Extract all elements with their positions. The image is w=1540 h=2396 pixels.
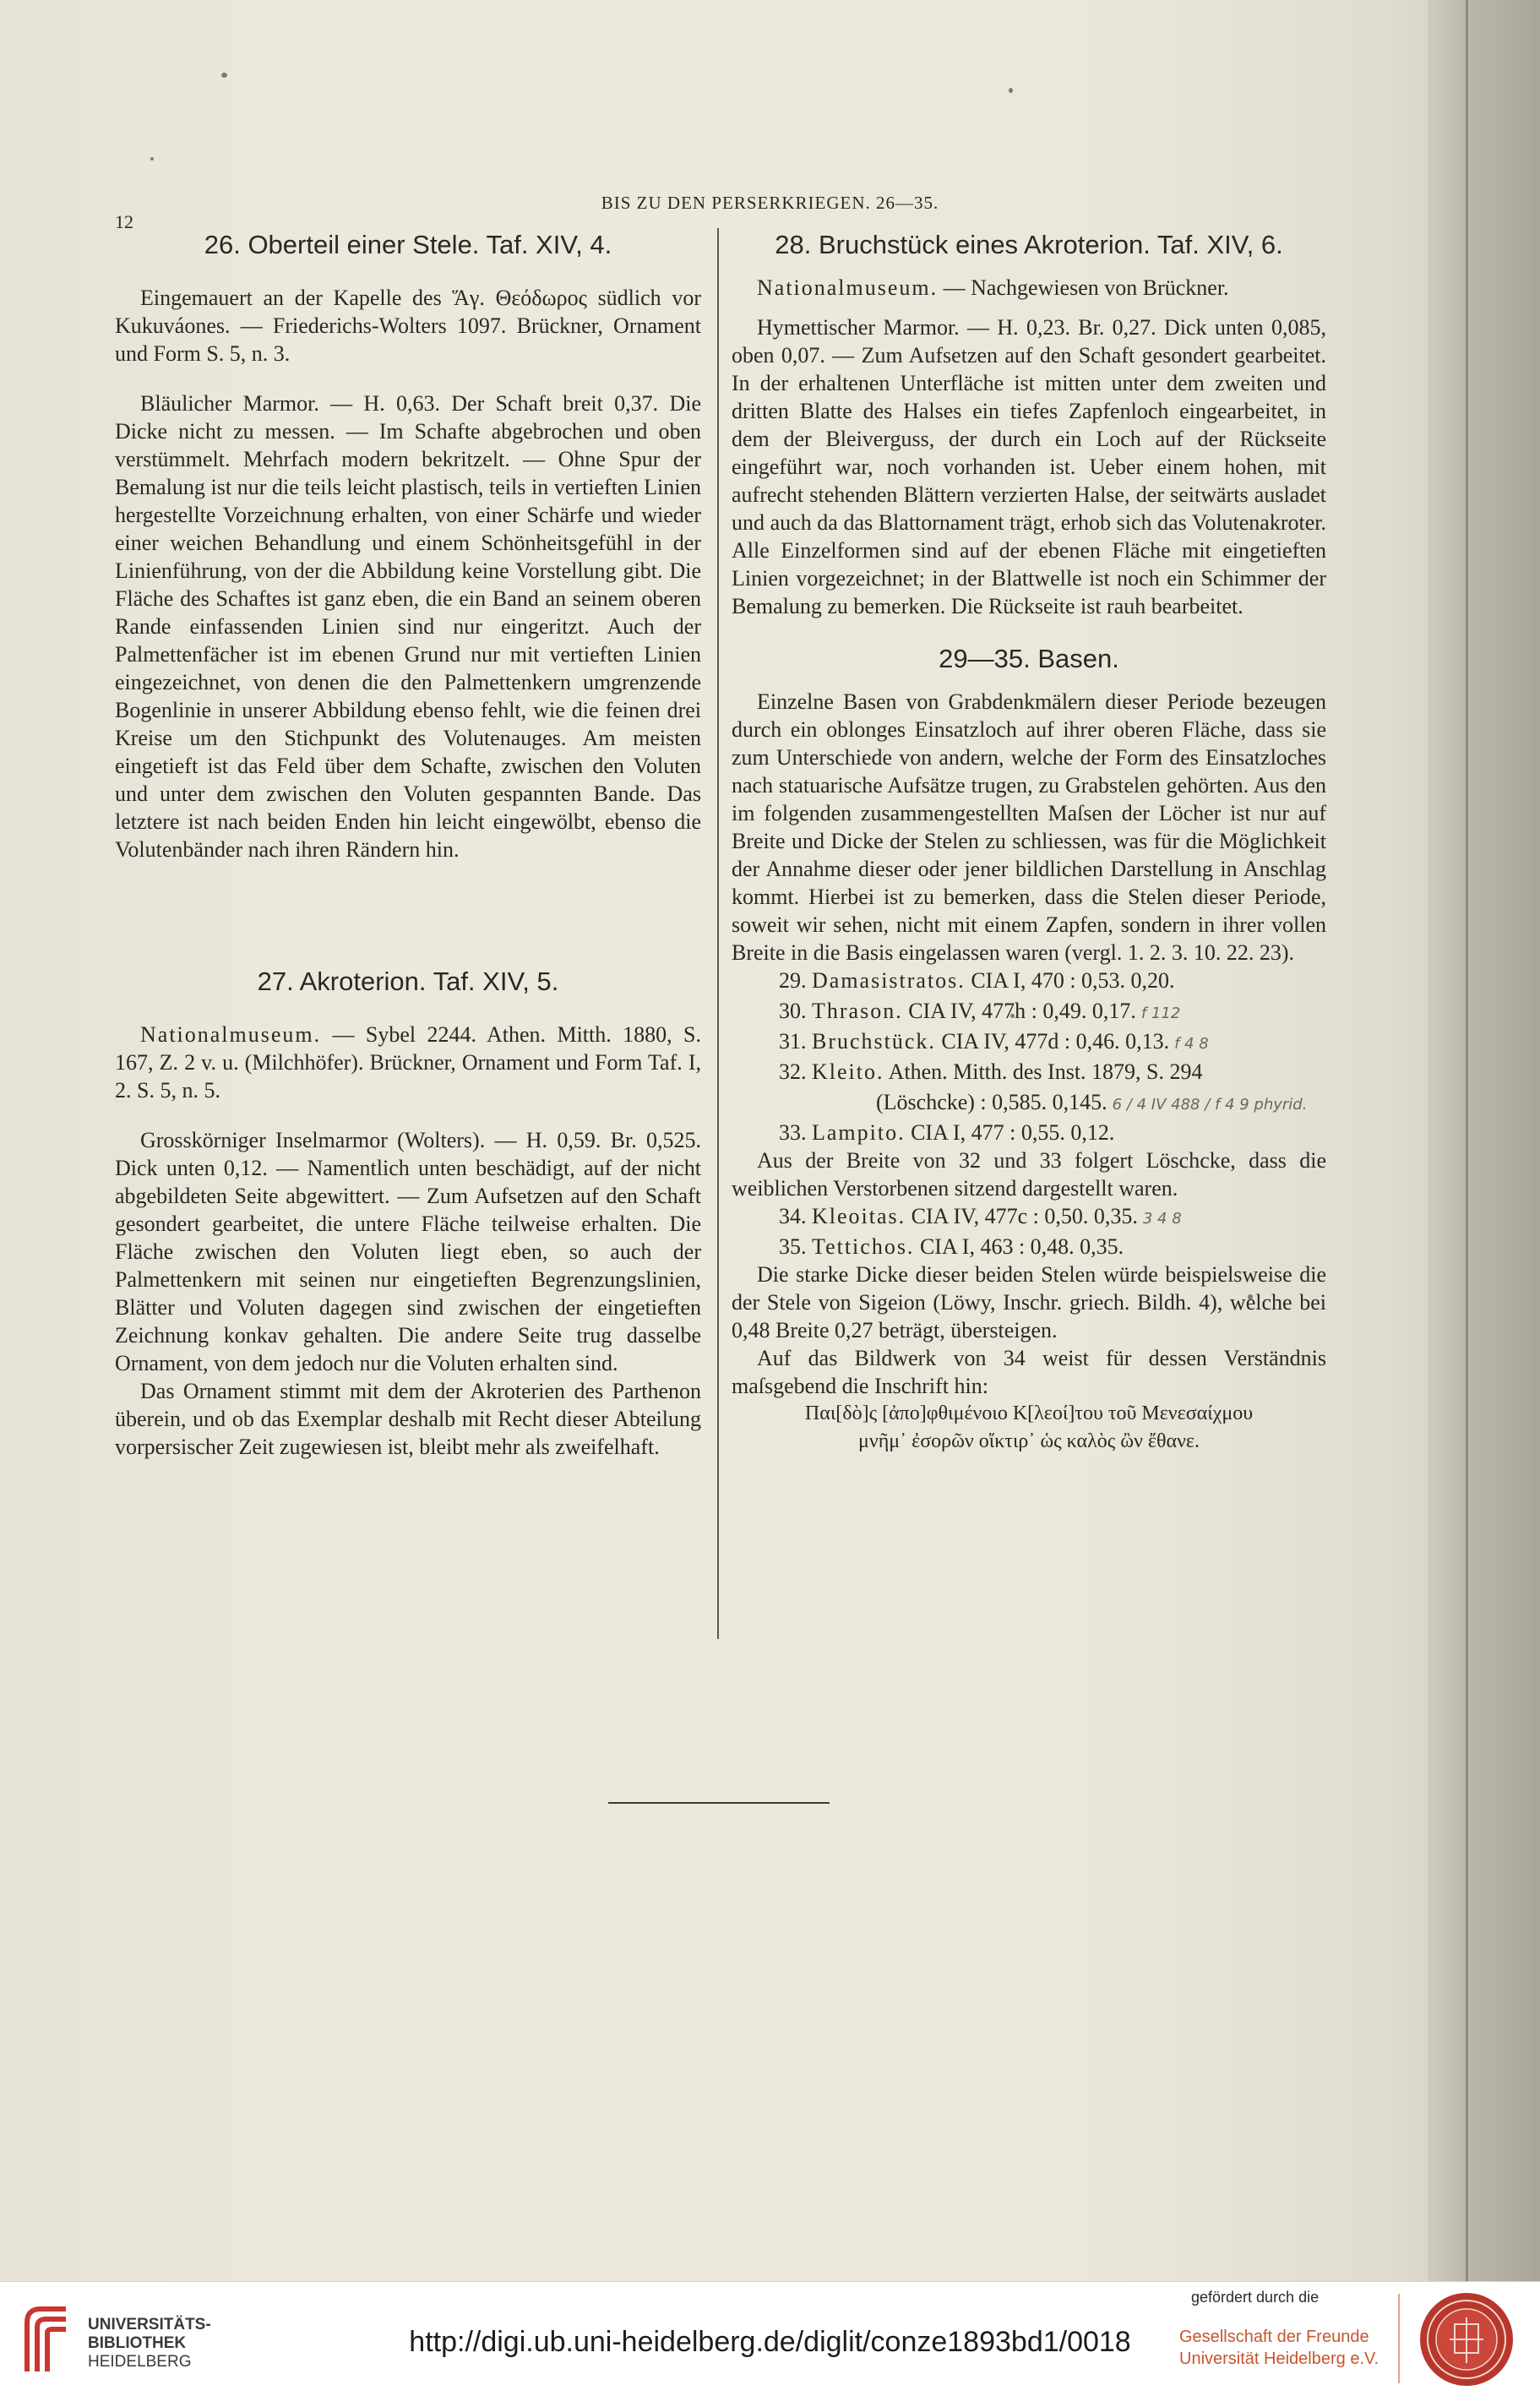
left-column [115, 228, 701, 1461]
inscription-intro: Auf das Bildwerk von 34 weist für dessen Verständnis maſsgebend die Inschrift hin: [732, 1346, 1326, 1398]
list-item [779, 997, 1326, 1027]
item-measures: CIA IV, 477h : 0,49. 0,17. [902, 999, 1136, 1023]
item-name: Lampito. [812, 1120, 906, 1145]
greek-inscription-line-1: Παι[δὸ]ς [ἀπο]φθιμένοιο Κ[λεοί]του τοῦ Μενεσαίχμου [804, 1402, 1254, 1424]
list-item-continuation [779, 1088, 1326, 1119]
page-edge-line [1466, 0, 1468, 2281]
item-number: 30. [779, 999, 807, 1023]
university-seal-icon [1418, 2290, 1516, 2388]
ink-spot [150, 157, 154, 161]
section-27-reference-text: — Sybel 2244. Athen. Mitth. 1880, S. 167, Z. 2 v. u. (Milchhöfer). Brückner, Ornament und Form Taf. I, 2. S. 5, n. 5. [115, 1022, 701, 1103]
sponsor-name [1179, 2326, 1379, 2370]
section-28-reference-text: — Nachgewiesen von Brückner. [938, 275, 1229, 300]
section-27-heading: 27. Akroterion. Taf. XIV, 5. [257, 967, 559, 996]
section-26-description: Bläulicher Marmor. — H. 0,63. Der Schaft breit 0,37. Die Dicke nicht zu messen. — Im Schafte abgebrochen und oben verstümmelt. Mehrfach modern bekritzelt. — Ohne Spur der Bemalung ist nur die teils leicht plastisch, teils in vertieften Linien hergestellte Vorzeichnung erhalten, von einer Schärfe und wieder einer weichen Behandlung und einem Schönheitsgefühl in der Linienführung, von der die Abbildung keine Vorstellung gibt. Die Fläche des Schaftes ist ganz eben, die ein Band an seinem oberen Rande einfassenden Linien sind nur eingeritzt. Auch der Palmettenfächer ist im ebenen Grund nur mit vertieften Linien eingezeichnet, von denen die den Palmettenkern umgrenzende Bogenlinie in unserer Abbildung ebenso fehlt, wie die feinen drei Kreise um den Stichpunkt des Volutenauges. Am meisten eingetieft ist das Feld über dem Schafte, zwischen den Voluten und unter dem zwischen den Voluten gespannten Bande. Das letztere ist nach beiden Enden hin leicht eingewölbt, ebenso die Volutenbänder nach ihren Rändern hin. [115, 391, 701, 862]
museum-name: Nationalmuseum. [140, 1022, 322, 1047]
footer-bar [0, 2281, 1540, 2396]
pencil-note: 6 / 4 IV 488 / f 4 9 phyrid. [1112, 1096, 1308, 1114]
pencil-note: f 112 [1140, 1005, 1181, 1022]
sponsor-name-line: Gesellschaft der Freunde [1179, 2328, 1369, 2346]
right-column [732, 228, 1326, 1456]
bases-list [732, 967, 1326, 1146]
item-name: Tettichos. [812, 1234, 915, 1259]
list-item [779, 967, 1326, 997]
permalink-url[interactable]: http://digi.ub.uni-heidelberg.de/diglit/conze1893bd1/0018 [409, 2326, 1131, 2358]
sponsor-name-line: Universität Heidelberg e.V. [1179, 2350, 1379, 2368]
page-number: 12 [115, 211, 133, 232]
bases-list-2 [732, 1202, 1326, 1261]
item-measures: CIA IV, 477c : 0,50. 0,35. [906, 1204, 1138, 1228]
ink-spot [1009, 88, 1013, 93]
section-29-35-heading: 29—35. Basen. [939, 644, 1119, 673]
item-number: 35. [779, 1234, 807, 1259]
list-item [779, 1027, 1326, 1058]
item-name: Bruchstück. [812, 1029, 936, 1054]
item-measures: CIA I, 477 : 0,55. 0,12. [905, 1120, 1115, 1145]
section-28-description: Hymettischer Marmor. — H. 0,23. Br. 0,27. Dick unten 0,085, oben 0,07. — Zum Aufsetzen auf den Schaft gesondert gearbeitet. In der erhaltenen Unterfläche ist mitten unter dem zweiten und dritten Blatte des Halses ein tiefes Zapfenloch eingearbeitet, in dem der Bleiverguss, der durch ein Loch auf der Rückseite eingeführt war, noch vorhanden ist. Ueber einem hohen, mit aufrecht stehenden Blättern verzierten Halse, der seitwärts ausladet und auch da das Blattornament trägt, erhob sich das Volutenakroter. Alle Einzelformen sind auf der ebenen Fläche mit eingetieften Linien vorgezeichnet; in der Blattwelle ist noch ein Schimmer der Bemalung zu bemerken. Die Rückseite ist rauh bearbeitet. [732, 315, 1326, 618]
item-measures: Athen. Mitth. des Inst. 1879, S. 294 [884, 1059, 1203, 1084]
item-number: 29. [779, 968, 807, 993]
sponsor-label: gefördert durch die [1191, 2289, 1320, 2306]
item-number: 34. [779, 1204, 807, 1228]
item-measures: CIA I, 463 : 0,48. 0,35. [914, 1234, 1124, 1259]
end-rule [608, 1802, 830, 1804]
item-name: Damasistratos. [812, 968, 966, 993]
item-number: 33. [779, 1120, 807, 1145]
item-measures: (Löschcke) : 0,585. 0,145. [876, 1090, 1107, 1114]
item-name: Kleoitas. [812, 1204, 906, 1228]
page-edge-shadow [1428, 0, 1540, 2281]
section-28-heading: 28. Bruchstück eines Akroterion. Taf. XIV, 6. [775, 230, 1283, 259]
section-26-reference: Eingemauert an der Kapelle des Ἅγ. Θεόδωρος südlich vor Kukuváones. — Friederichs-Wolters 1097. Brückner, Ornament und Form S. 5, n. 3. [115, 286, 701, 366]
list-item [779, 1119, 1326, 1146]
library-name-line: BIBLIOTHEK [88, 2334, 187, 2352]
item-measures: CIA I, 470 : 0,53. 0,20. [965, 968, 1175, 993]
section-27-reference [115, 1021, 701, 1104]
item-name: Kleito. [812, 1059, 884, 1084]
pencil-note: f 4 8 [1174, 1035, 1209, 1053]
pencil-note: 3 4 8 [1142, 1210, 1182, 1228]
list-item [779, 1058, 1326, 1088]
running-head: BIS ZU DEN PERSERKRIEGEN. 26—35. [601, 193, 939, 213]
bases-remark: Aus der Breite von 32 und 33 folgert Löschcke, dass die weiblichen Verstorbenen sitzend dargestellt waren. [732, 1148, 1326, 1201]
library-name-line: HEIDELBERG [88, 2353, 192, 2371]
list-item [779, 1233, 1326, 1261]
section-27-description: Grosskörniger Inselmarmor (Wolters). — H. 0,59. Br. 0,525. Dick unten 0,12. — Namentlich unten beschädigt, auf der nicht abgebildeten Seite abgewittert. — Zum Aufsetzen auf den Schaft gesondert gearbeitet, die untere Fläche teilweise erhalten. Die Fläche zwischen den Voluten liegt eben, so auch der Palmettenkern mit seinen nur eingetieften Begrenzungslinien, Blätter und Voluten dagegen sind zwischen der eingetieften Zeichnung konkav gehalten. Die andere Seite trug dasselbe Ornament, von dem jedoch nur die Voluten erhalten sind. [115, 1128, 701, 1375]
sponsor-divider [1398, 2294, 1400, 2383]
ink-spot [221, 73, 227, 78]
item-number: 32. [779, 1059, 807, 1084]
bases-introduction: Einzelne Basen von Grabdenkmälern dieser Periode bezeugen durch ein oblonges Einsatzloch auf ihrer oberen Fläche, dass sie zum Unterschiede von andern, welche der Form des Einsatzloches nach statuarische Aufsätze trugen, zu Grabstelen gehörten. Aus den im folgenden zusammengestellten Maſsen der Löcher ist nur auf Breite und Dicke der Stelen zu schliessen, was für die Möglichkeit der Annahme dieser oder jener bildlichen Darstellung in Anschlag kommt. Hierbei ist zu bemerken, dass die Stelen dieser Periode, soweit wir sehen, nicht mit einem Zapfen, sondern in ihrer vollen Breite in die Basis eingelassen waren (vergl. 1. 2. 3. 10. 22. 23). [732, 689, 1326, 965]
item-name: Thrason. [812, 999, 903, 1023]
greek-inscription-line-2: μνῆμ᾽ ἐσορῶν οἴκτιρ᾽ ὡς καλὸς ὢν ἔθανε. [857, 1430, 1200, 1452]
museum-name: Nationalmuseum. [757, 275, 939, 300]
list-item [779, 1202, 1326, 1233]
column-divider [717, 228, 719, 1639]
section-26-heading: 26. Oberteil einer Stele. Taf. XIV, 4. [204, 230, 612, 259]
item-number: 31. [779, 1029, 807, 1054]
item-measures: CIA IV, 477d : 0,46. 0,13. [935, 1029, 1170, 1054]
thickness-remark: Die starke Dicke dieser beiden Stelen würde beispielsweise die der Stele von Sigeion (Löwy, Inschr. griech. Bildh. 4), welche bei 0,48 Breite 0,27 beträgt, übersteigen. [732, 1262, 1326, 1342]
section-28-reference [732, 274, 1326, 302]
library-name-line: UNIVERSITÄTS- [88, 2316, 211, 2333]
section-27-remark: Das Ornament stimmt mit dem der Akroterien des Parthenon überein, und ob das Exemplar deshalb mit Recht dieser Abteilung vorpersischer Zeit zugewiesen ist, bleibt mehr als zweifelhaft. [115, 1379, 701, 1459]
